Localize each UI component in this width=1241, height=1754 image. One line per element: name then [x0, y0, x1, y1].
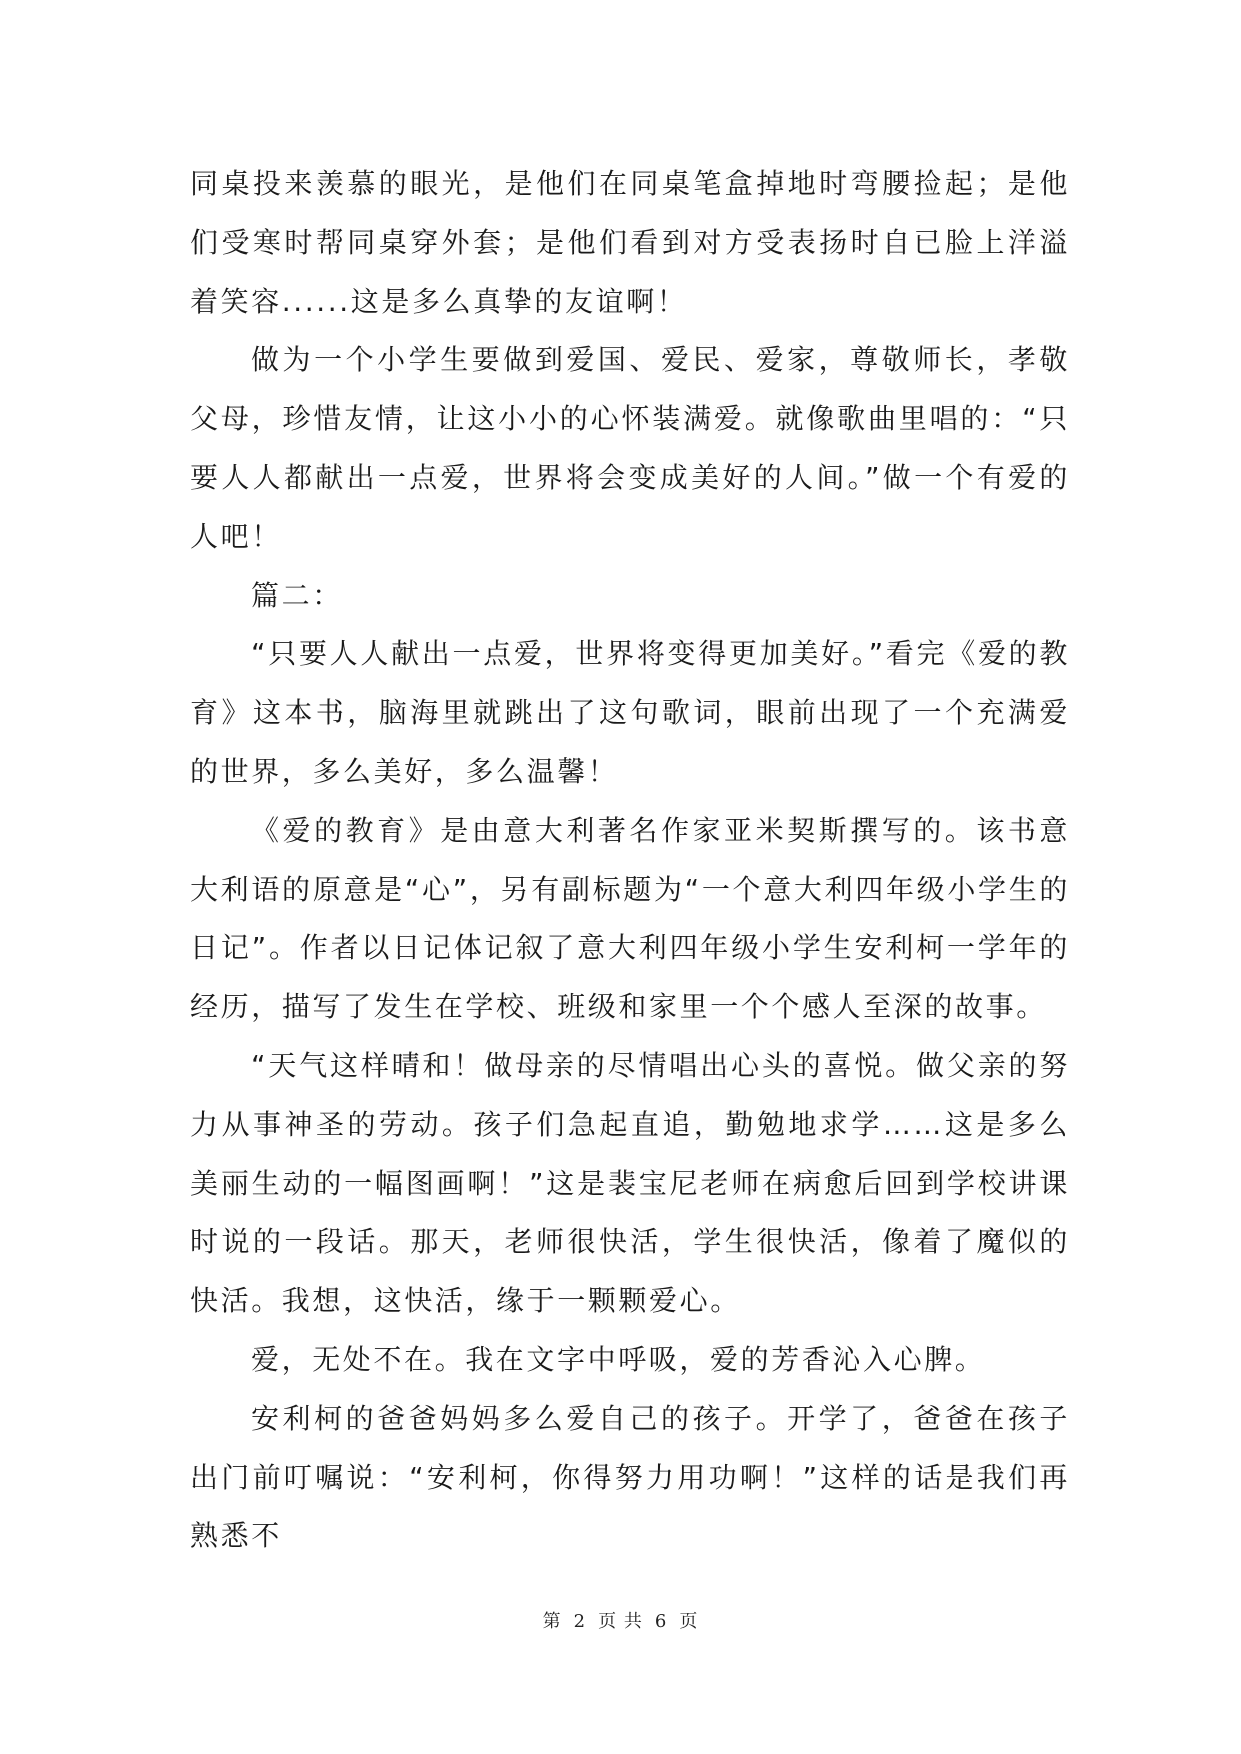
- paragraph: “只要人人献出一点爱，世界将变得更加美好。”看完《爱的教育》这本书，脑海里就跳出了这句歌词，眼前出现了一个充满爱的世界，多么美好，多么温馨！: [190, 637, 1070, 788]
- total-pages: 6: [654, 1611, 668, 1632]
- paragraph: 同桌投来羡慕的眼光，是他们在同桌笔盒掉地时弯腰捡起；是他们受寒时帮同桌穿外套；是他们看到对方受表扬时自已脸上洋溢着笑容......这是多么真挚的友谊啊！: [190, 167, 1070, 318]
- paragraph: 做为一个小学生要做到爱国、爱民、爱家，尊敬师长，孝敬父母，珍惜友情，让这小小的心怀装满爱。就像歌曲里唱的：“只要人人都献出一点爱，世界将会变成美好的人间。”做一个有爱的人吧！: [190, 343, 1070, 553]
- page-suffix: 页: [679, 1611, 699, 1632]
- paragraph: 《爱的教育》是由意大利著名作家亚米契斯撰写的。该书意大利语的原意是“心”，另有副标题为“一个意大利四年级小学生的日记”。作者以日记体记叙了意大利四年级小学生安利柯一学年的经历，描写了发生在学校、班级和家里一个个感人至深的故事。: [190, 813, 1070, 1024]
- paragraph: 爱，无处不在。我在文字中呼吸，爱的芳香沁入心脾。: [251, 1342, 986, 1376]
- document-body: [190, 155, 1070, 1566]
- paragraph: “天气这样晴和！做母亲的尽情唱出心头的喜悦。做父亲的努力从事神圣的劳动。孩子们急起直追，勤勉地求学……这是多么美丽生动的一幅图画啊！”这是裴宝尼老师在病愈后回到学校讲课时说的一段话。那天，老师很快活，学生很快活，像着了魔似的快活。我想，这快活，缘于一颗颗爱心。: [190, 1048, 1070, 1318]
- section-heading: 篇二：: [251, 578, 343, 612]
- page-prefix: 第: [542, 1611, 562, 1632]
- page-mid: 页 共: [598, 1611, 643, 1632]
- page-footer: [0, 1607, 1241, 1633]
- paragraph: 安利柯的爸爸妈妈多么爱自己的孩子。开学了，爸爸在孩子出门前叮嘱说：“安利柯，你得努力用功啊！”这样的话是我们再熟悉不: [190, 1401, 1070, 1553]
- page-number: 2: [573, 1611, 587, 1632]
